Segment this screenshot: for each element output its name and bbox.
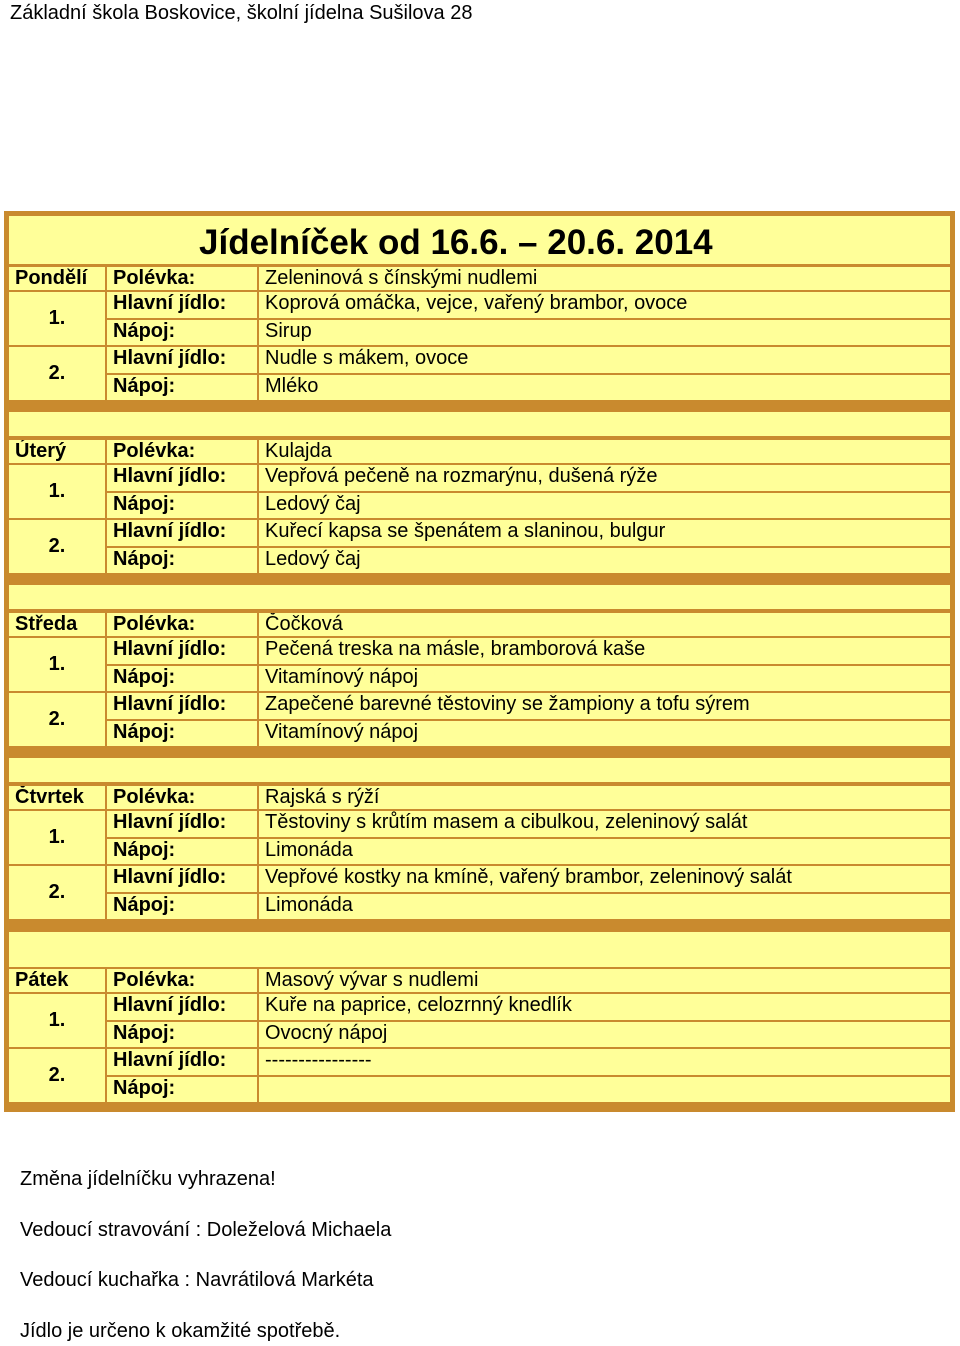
drink-value bbox=[259, 1077, 950, 1102]
drink-label: Nápoj: bbox=[107, 1077, 257, 1102]
consume-note: Jídlo je určeno k okamžité spotřebě. bbox=[20, 1320, 341, 1342]
soup-value: Zeleninová s čínskými nudlemi bbox=[259, 267, 950, 290]
school-header: Základní škola Boskovice, školní jídelna Sušilova 28 bbox=[10, 2, 473, 24]
option-number: 2. bbox=[9, 866, 105, 919]
soup-label: Polévka: bbox=[107, 969, 257, 992]
main-label: Hlavní jídlo: bbox=[107, 465, 257, 491]
day-name: Středa bbox=[9, 613, 105, 636]
soup-label: Polévka: bbox=[107, 440, 257, 463]
option-number: 2. bbox=[9, 693, 105, 746]
main-value: Pečená treska na másle, bramborová kaše bbox=[259, 638, 950, 664]
main-label: Hlavní jídlo: bbox=[107, 638, 257, 664]
main-value: Těstoviny s krůtím masem a cibulkou, zeleninový salát bbox=[259, 811, 950, 837]
main-label: Hlavní jídlo: bbox=[107, 1049, 257, 1075]
soup-value: Čočková bbox=[259, 613, 950, 636]
option-number: 1. bbox=[9, 465, 105, 518]
spacer-row bbox=[9, 932, 950, 967]
option-number: 1. bbox=[9, 811, 105, 864]
main-label: Hlavní jídlo: bbox=[107, 994, 257, 1020]
main-value: Nudle s mákem, ovoce bbox=[259, 347, 950, 373]
main-label: Hlavní jídlo: bbox=[107, 693, 257, 719]
drink-value: Ledový čaj bbox=[259, 493, 950, 518]
option-number: 1. bbox=[9, 994, 105, 1047]
main-label: Hlavní jídlo: bbox=[107, 520, 257, 546]
soup-label: Polévka: bbox=[107, 267, 257, 290]
drink-value: Mléko bbox=[259, 375, 950, 400]
spacer-row bbox=[9, 412, 950, 436]
drink-label: Nápoj: bbox=[107, 721, 257, 746]
drink-label: Nápoj: bbox=[107, 1022, 257, 1047]
main-label: Hlavní jídlo: bbox=[107, 292, 257, 318]
soup-value: Kulajda bbox=[259, 440, 950, 463]
main-value: Zapečené barevné těstoviny se žampiony a tofu sýrem bbox=[259, 693, 950, 719]
main-value: Kuřecí kapsa se špenátem a slaninou, bulgur bbox=[259, 520, 950, 546]
drink-value: Limonáda bbox=[259, 839, 950, 864]
option-number: 2. bbox=[9, 520, 105, 573]
drink-value: Sirup bbox=[259, 320, 950, 345]
option-number: 2. bbox=[9, 1049, 105, 1102]
spacer-row bbox=[9, 585, 950, 609]
drink-label: Nápoj: bbox=[107, 375, 257, 400]
manager-line: Vedoucí stravování : Doleželová Michaela bbox=[20, 1219, 392, 1241]
main-value: ---------------- bbox=[259, 1049, 950, 1075]
drink-value: Limonáda bbox=[259, 894, 950, 919]
soup-value: Rajská s rýží bbox=[259, 786, 950, 809]
cook-line: Vedoucí kuchařka : Navrátilová Markéta bbox=[20, 1269, 374, 1291]
main-label: Hlavní jídlo: bbox=[107, 347, 257, 373]
drink-value: Ovocný nápoj bbox=[259, 1022, 950, 1047]
drink-label: Nápoj: bbox=[107, 548, 257, 573]
main-value: Koprová omáčka, vejce, vařený brambor, ovoce bbox=[259, 292, 950, 318]
option-number: 1. bbox=[9, 638, 105, 691]
soup-label: Polévka: bbox=[107, 786, 257, 809]
option-number: 2. bbox=[9, 347, 105, 400]
main-value: Vepřová pečeně na rozmarýnu, dušená rýže bbox=[259, 465, 950, 491]
drink-label: Nápoj: bbox=[107, 839, 257, 864]
main-value: Kuře na paprice, celozrnný knedlík bbox=[259, 994, 950, 1020]
drink-label: Nápoj: bbox=[107, 894, 257, 919]
drink-value: Vitamínový nápoj bbox=[259, 721, 950, 746]
soup-label: Polévka: bbox=[107, 613, 257, 636]
spacer-row bbox=[9, 758, 950, 782]
day-name: Pátek bbox=[9, 969, 105, 992]
change-note: Změna jídelníčku vyhrazena! bbox=[20, 1168, 276, 1190]
day-name: Úterý bbox=[9, 440, 105, 463]
menu-table bbox=[4, 211, 955, 1112]
drink-label: Nápoj: bbox=[107, 666, 257, 691]
main-value: Vepřové kostky na kmíně, vařený brambor, zeleninový salát bbox=[259, 866, 950, 892]
main-label: Hlavní jídlo: bbox=[107, 811, 257, 837]
option-number: 1. bbox=[9, 292, 105, 345]
drink-value: Ledový čaj bbox=[259, 548, 950, 573]
main-label: Hlavní jídlo: bbox=[107, 866, 257, 892]
drink-label: Nápoj: bbox=[107, 493, 257, 518]
day-name: Čtvrtek bbox=[9, 786, 105, 809]
drink-value: Vitamínový nápoj bbox=[259, 666, 950, 691]
menu-title: Jídelníček od 16.6. – 20.6. 2014 bbox=[199, 223, 713, 262]
soup-value: Masový vývar s nudlemi bbox=[259, 969, 950, 992]
day-name: Pondělí bbox=[9, 267, 105, 290]
drink-label: Nápoj: bbox=[107, 320, 257, 345]
